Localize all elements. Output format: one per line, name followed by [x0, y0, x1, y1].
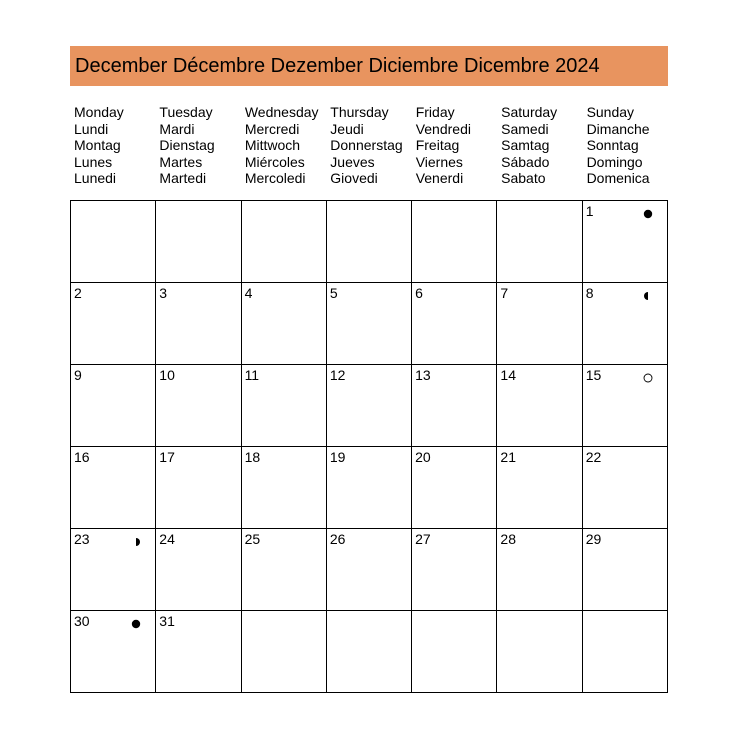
weekday-label-en: Friday — [415, 104, 455, 120]
day-cell-14 — [497, 365, 582, 447]
day-cell-26 — [327, 529, 412, 611]
day-number: 30 — [74, 613, 90, 629]
day-cell-23 — [71, 529, 156, 611]
day-cell-31 — [156, 611, 241, 693]
day-number: 21 — [500, 449, 516, 465]
day-number: 19 — [329, 449, 346, 465]
day-cell-22 — [583, 447, 668, 529]
day-cell-4 — [242, 283, 327, 365]
day-cell-2 — [71, 283, 156, 365]
day-number: 2 — [74, 285, 82, 301]
day-cell-6 — [412, 283, 497, 365]
day-cell-25 — [242, 529, 327, 611]
full-moon-icon — [643, 373, 653, 383]
empty-day-cell — [497, 201, 582, 283]
day-cell-1 — [583, 201, 668, 283]
day-number: 12 — [329, 367, 346, 383]
day-cell-27 — [412, 529, 497, 611]
empty-day-cell — [583, 611, 668, 693]
day-cell-29 — [583, 529, 668, 611]
day-cell-20 — [412, 447, 497, 529]
day-number: 25 — [244, 531, 261, 547]
day-cell-21 — [497, 447, 582, 529]
weekday-label-en: Thursday — [330, 104, 389, 120]
day-number: 11 — [244, 367, 260, 383]
day-number: 8 — [585, 285, 594, 301]
empty-day-cell — [327, 611, 412, 693]
weekday-label-it: Sabato — [501, 170, 546, 186]
weekday-header-wednesday — [241, 104, 326, 187]
weekday-label-en: Saturday — [501, 104, 558, 120]
day-number: 17 — [159, 449, 175, 465]
day-cell-19 — [327, 447, 412, 529]
weekday-label-en: Tuesday — [159, 104, 213, 120]
weekday-label-en: Monday — [74, 104, 124, 120]
empty-day-cell — [412, 611, 497, 693]
day-cell-8 — [583, 283, 668, 365]
weekday-label-de: Samtag — [501, 137, 550, 153]
day-cell-13 — [412, 365, 497, 447]
day-number: 18 — [244, 449, 261, 465]
weekday-label-fr: Vendredi — [415, 120, 471, 137]
day-cell-28 — [497, 529, 582, 611]
weekday-label-it: Martedi — [159, 170, 207, 186]
weekday-header-monday — [70, 104, 155, 187]
weekday-label-it: Domenica — [586, 170, 650, 186]
day-number: 6 — [415, 285, 423, 301]
weekday-label-es: Martes — [159, 153, 203, 170]
weekday-label-fr: Mardi — [159, 120, 195, 137]
weekday-label-en: Sunday — [586, 104, 635, 120]
empty-day-cell — [156, 201, 241, 283]
weekday-label-de: Mittwoch — [244, 137, 301, 153]
day-number: 14 — [500, 367, 516, 383]
day-number: 16 — [74, 449, 90, 465]
day-cell-3 — [156, 283, 241, 365]
day-number: 29 — [585, 531, 602, 547]
weekday-label-es: Viernes — [415, 153, 463, 170]
day-number: 24 — [159, 531, 175, 547]
empty-day-cell — [327, 201, 412, 283]
day-number: 13 — [415, 367, 431, 383]
weekday-label-de: Donnerstag — [330, 137, 403, 153]
weekday-header-tuesday — [155, 104, 240, 187]
day-number: 20 — [415, 449, 431, 465]
day-number: 5 — [329, 285, 338, 301]
day-cell-9 — [71, 365, 156, 447]
weekday-label-fr: Dimanche — [586, 120, 650, 137]
weekday-label-de: Dienstag — [159, 137, 215, 153]
weekday-label-es: Sábado — [501, 153, 550, 170]
day-number: 26 — [329, 531, 346, 547]
empty-day-cell — [242, 611, 327, 693]
day-number: 9 — [74, 367, 82, 383]
calendar-grid — [70, 200, 668, 693]
day-cell-11 — [242, 365, 327, 447]
weekday-label-de: Freitag — [415, 137, 460, 153]
day-number: 31 — [159, 613, 175, 629]
empty-day-cell — [497, 611, 582, 693]
weekday-label-es: Miércoles — [244, 153, 305, 170]
weekday-header-friday — [412, 104, 497, 187]
day-cell-18 — [242, 447, 327, 529]
day-number: 23 — [74, 531, 90, 547]
new-moon-icon — [643, 209, 653, 219]
weekday-label-it: Mercoledi — [244, 170, 306, 186]
weekday-label-es: Domingo — [586, 153, 643, 170]
last-quarter-icon — [131, 537, 141, 547]
weekday-label-fr: Jeudi — [330, 120, 364, 137]
weekday-header-thursday — [326, 104, 411, 187]
day-number: 3 — [159, 285, 168, 301]
day-number: 4 — [244, 285, 253, 301]
day-cell-5 — [327, 283, 412, 365]
weekday-label-it: Venerdi — [415, 170, 464, 186]
day-number: 28 — [500, 531, 516, 547]
day-number: 27 — [415, 531, 431, 547]
weekday-label-fr: Lundi — [74, 120, 109, 137]
weekday-label-fr: Samedi — [501, 120, 549, 137]
first-quarter-icon — [643, 291, 653, 301]
empty-day-cell — [242, 201, 327, 283]
day-cell-16 — [71, 447, 156, 529]
day-cell-7 — [497, 283, 582, 365]
day-number: 22 — [585, 449, 602, 465]
day-cell-30 — [71, 611, 156, 693]
weekday-label-en: Wednesday — [244, 104, 319, 120]
weekday-label-es: Jueves — [330, 153, 375, 170]
day-number: 10 — [159, 367, 175, 383]
weekday-headers — [70, 104, 668, 188]
day-cell-10 — [156, 365, 241, 447]
day-cell-15 — [583, 365, 668, 447]
title-bar — [70, 46, 668, 86]
calendar-title: December Décembre Dezember Diciembre Dicembre 2024 — [75, 54, 600, 77]
day-cell-24 — [156, 529, 241, 611]
day-number: 15 — [585, 367, 602, 383]
weekday-label-it: Lunedi — [74, 170, 117, 186]
empty-day-cell — [71, 201, 156, 283]
weekday-label-de: Sonntag — [586, 137, 639, 153]
weekday-label-fr: Mercredi — [244, 120, 300, 137]
new-moon-icon — [131, 619, 141, 629]
day-cell-17 — [156, 447, 241, 529]
weekday-label-it: Giovedi — [330, 170, 378, 186]
weekday-header-saturday — [497, 104, 582, 187]
day-number: 1 — [585, 203, 594, 219]
empty-day-cell — [412, 201, 497, 283]
day-cell-12 — [327, 365, 412, 447]
weekday-header-sunday — [583, 104, 668, 187]
day-number: 7 — [500, 285, 509, 301]
weekday-label-es: Lunes — [74, 153, 113, 170]
weekday-label-de: Montag — [74, 137, 121, 153]
